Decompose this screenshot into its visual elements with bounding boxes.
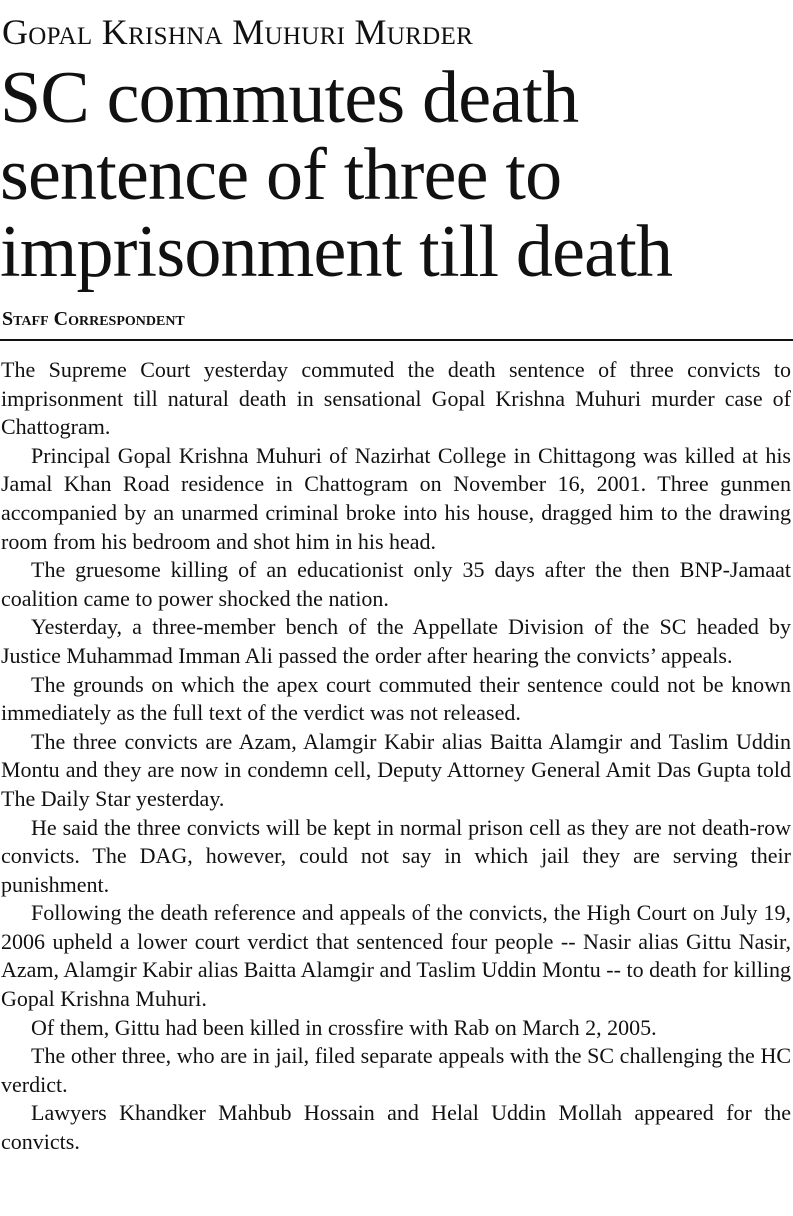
- headline-line-1: SC commutes death: [0, 57, 579, 139]
- article-headline: [0, 57, 793, 293]
- paragraph-2: Principal Gopal Krishna Muhuri of Nazirhat College in Chittagong was killed at his Jamal Khan Road residence in Chattogram on November 16, 2001. Three gunmen accompanied by an unarmed criminal broke into his house, dragged him to the drawing room from his bedroom and shot him in his head.: [1, 442, 791, 554]
- paragraph-3: The gruesome killing of an educationist only 35 days after the then BNP-Jamaat coalition came to power shocked the nation.: [1, 557, 791, 611]
- paragraph-11: Lawyers Khandker Mahbub Hossain and Helal Uddin Mollah appeared for the convicts.: [1, 1100, 791, 1155]
- paragraph-4: Yesterday, a three-member bench of the Appellate Division of the SC headed by Justice Muhammad Imman Ali passed the order after hearing the convicts’ appeals.: [1, 614, 791, 668]
- article-byline: Staff Correspondent: [2, 308, 185, 330]
- paragraph-5: The grounds on which the apex court commuted their sentence could not be known immediately as the full text of the verdict was not released.: [1, 671, 791, 726]
- headline-line-2: sentence of three to: [0, 134, 562, 216]
- paragraph-7: He said the three convicts will be kept in normal prison cell as they are not death-row convicts. The DAG, however, could not say in which jail they are serving their punishment.: [1, 814, 791, 897]
- paragraph-6: The three convicts are Azam, Alamgir Kabir alias Baitta Alamgir and Taslim Uddin Montu and they are now in condemn cell, Deputy Attorney General Amit Das Gupta told The Daily Star yesterday.: [1, 728, 791, 811]
- article-body: [1, 356, 791, 1157]
- byline-divider: [0, 339, 793, 341]
- paragraph-8: Following the death reference and appeals of the convicts, the High Court on July 19, 2006 upheld a lower court verdict that sentenced four people -- Nasir alias Gittu Nasir, Azam, Alamgir Kabir alias Baitta Alamgir and Taslim Uddin Montu -- to death for killing Gopal Krishna Muhuri.: [1, 900, 791, 1012]
- paragraph-9: Of them, Gittu had been killed in crossfire with Rab on March 2, 2005.: [31, 1014, 657, 1040]
- article-kicker: Gopal Krishna Muhuri Murder: [2, 12, 474, 52]
- paragraph-1: The Supreme Court yesterday commuted the death sentence of three convicts to imprisonment till natural death in sensational Gopal Krishna Muhuri murder case of Chattogram.: [1, 357, 791, 440]
- paragraph-10: The other three, who are in jail, filed separate appeals with the SC challenging the HC verdict.: [1, 1043, 791, 1097]
- headline-line-3: imprisonment till death: [0, 211, 673, 293]
